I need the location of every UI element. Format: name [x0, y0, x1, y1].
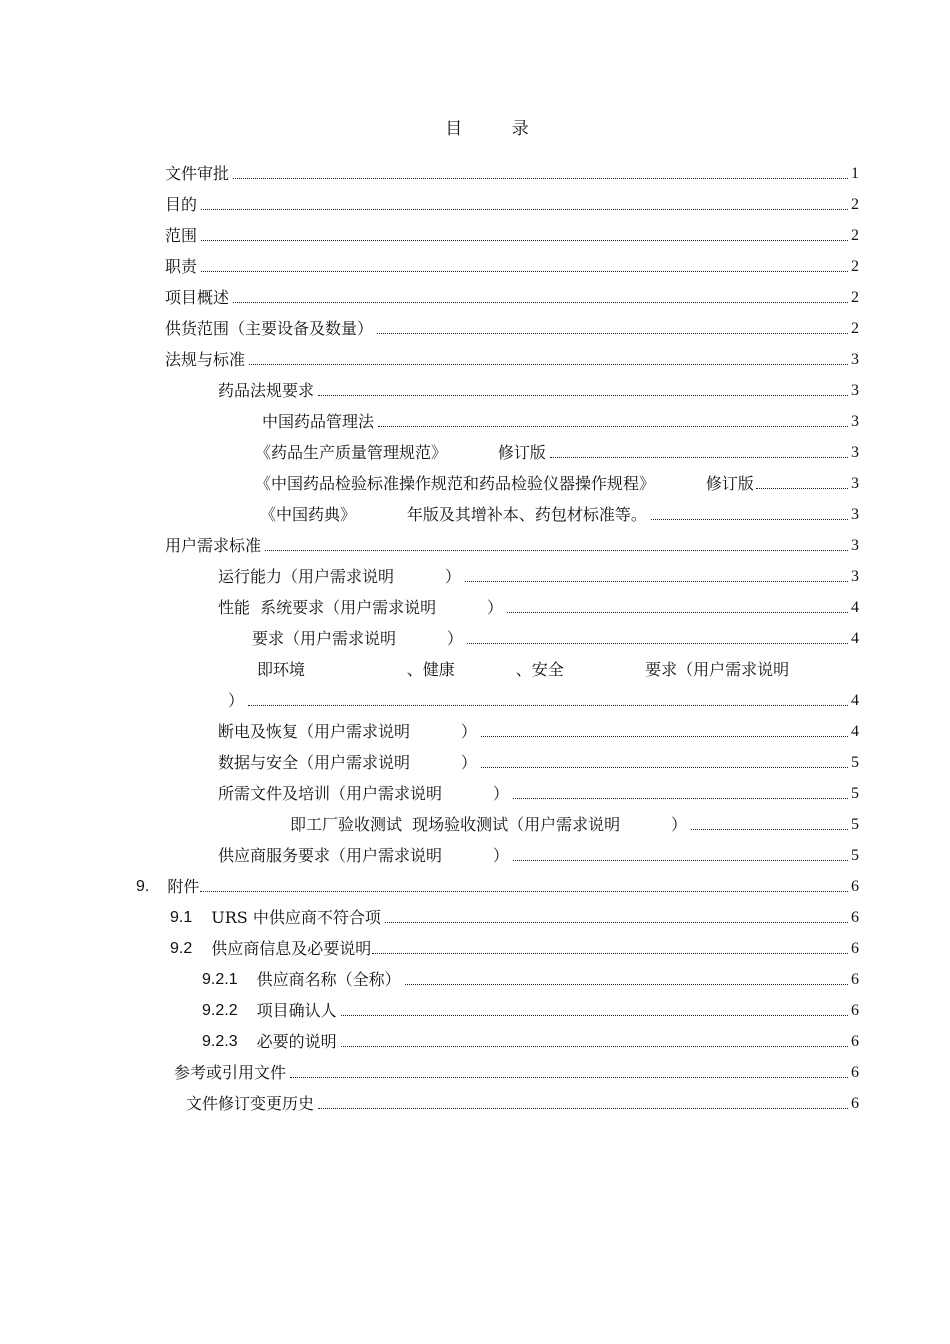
toc-entry-label: 法规与标准	[165, 350, 246, 369]
toc-entry-page: 6	[851, 1033, 859, 1050]
dot-leader	[372, 953, 848, 954]
toc-entry-power-recovery[interactable]	[218, 721, 859, 743]
dot-leader	[341, 1046, 848, 1047]
toc-entry-number: 9.2	[170, 940, 193, 957]
toc-entry-page: 6	[851, 1002, 859, 1019]
toc-entry-vendor-info[interactable]	[170, 938, 859, 960]
toc-entry-number: 9.1	[170, 909, 193, 926]
toc-entry-page: 3	[851, 382, 859, 399]
toc-entry-page: 3	[851, 413, 859, 430]
toc-entry-label: 中国药品管理法	[262, 412, 375, 431]
toc-entry-label: 用户需求标准	[165, 536, 262, 555]
toc-entry-number: 9.2.3	[202, 1033, 238, 1050]
toc-entry-project-confirmer[interactable]	[202, 1000, 859, 1022]
toc-entry-page: 6	[851, 909, 859, 926]
toc-entry-user-requirements[interactable]	[165, 535, 859, 557]
toc-entry-page: 4	[851, 723, 859, 740]
dot-leader	[233, 302, 848, 303]
toc-entry-label: 职责	[165, 257, 198, 276]
toc-entry-label: 必要的说明	[256, 1032, 337, 1051]
toc-entry-responsibilities[interactable]	[165, 256, 859, 278]
dot-leader	[651, 519, 848, 520]
dot-leader	[318, 395, 848, 396]
toc-entry-regulations[interactable]	[165, 349, 859, 371]
toc-entry-page: 3	[851, 475, 859, 492]
dot-leader	[341, 1015, 848, 1016]
toc-entry-number: 9.	[136, 878, 150, 895]
toc-entry-label: 《药品生产质量管理规范》 修订版	[255, 443, 546, 462]
toc-entry-page: 3	[851, 506, 859, 523]
dot-leader	[318, 1108, 848, 1109]
toc-entry-vendor-name[interactable]	[202, 969, 859, 991]
toc-entry-page: 6	[851, 1064, 859, 1081]
dot-leader	[201, 209, 848, 210]
toc-entry-label: 数据与安全（用户需求说明 ）	[218, 753, 477, 772]
toc-entry-purpose[interactable]	[165, 194, 859, 216]
toc-entry-label: 供货范围（主要设备及数量）	[165, 319, 374, 338]
toc-entry-pharmacopoeia[interactable]	[260, 504, 859, 526]
toc-entry-label: 要求（用户需求说明 ）	[252, 629, 463, 648]
toc-entry-page: 4	[851, 692, 859, 709]
dot-leader	[756, 488, 848, 489]
dot-leader	[377, 333, 848, 334]
toc-entry-fat-sat[interactable]	[290, 814, 859, 836]
toc-entry-label: 目的	[165, 195, 198, 214]
toc-entry-data-security[interactable]	[218, 752, 859, 774]
toc-entry-page: 1	[851, 165, 859, 182]
toc-entry-necessary-notes[interactable]	[202, 1031, 859, 1053]
toc-entry-ehs-line2[interactable]	[228, 690, 859, 712]
toc-entry-page: 6	[851, 971, 859, 988]
toc-entry-page: 3	[851, 444, 859, 461]
toc-entry-documents-training[interactable]	[218, 783, 859, 805]
toc-entry-label: 所需文件及培训（用户需求说明 ）	[218, 784, 509, 803]
toc-entry-revision-history[interactable]	[186, 1093, 859, 1115]
toc-entry-page: 3	[851, 537, 859, 554]
toc-entry-page: 4	[851, 599, 859, 616]
toc-entry-label: 附件	[167, 877, 200, 896]
toc-entry-page: 2	[851, 320, 859, 337]
toc-entry-number: 9.2.2	[202, 1002, 238, 1019]
toc-entry-vendor-service[interactable]	[218, 845, 859, 867]
toc-entry-references[interactable]	[174, 1062, 859, 1084]
toc-entry-performance-system[interactable]	[218, 597, 859, 619]
dot-leader	[249, 364, 848, 365]
dot-leader	[550, 457, 848, 458]
toc-entry-project-overview[interactable]	[165, 287, 859, 309]
toc-entry-page: 6	[851, 1095, 859, 1112]
dot-leader	[200, 891, 848, 892]
dot-leader	[513, 860, 848, 861]
toc-entry-label: 项目确认人	[256, 1001, 337, 1020]
toc-entry-ehs-line1[interactable]: 即环境 、健康 、安全 要求（用户需求说明	[257, 660, 790, 679]
dot-leader	[265, 550, 848, 551]
toc-entry-label: URS 中供应商不符合项	[211, 908, 381, 927]
toc-entry-label: ）	[228, 691, 245, 710]
toc-entry-scope[interactable]	[165, 225, 859, 247]
toc-entry-drug-admin-law[interactable]	[262, 411, 859, 433]
toc-entry-page: 2	[851, 227, 859, 244]
toc-entry-label: 范围	[165, 226, 198, 245]
toc-entry-label: 性能 系统要求（用户需求说明 ）	[218, 598, 504, 617]
toc-entry-label: 文件审批	[165, 164, 230, 183]
dot-leader	[481, 767, 848, 768]
toc-entry-operational-capability[interactable]	[218, 566, 859, 588]
toc-entry-label: 文件修订变更历史	[186, 1094, 315, 1113]
toc-entry-label: 运行能力（用户需求说明 ）	[218, 567, 461, 586]
toc-entry-label: 即工厂验收测试 现场验收测试（用户需求说明 ）	[290, 815, 688, 834]
toc-entry-label: 《中国药品检验标准操作规范和药品检验仪器操作规程》 修订版	[255, 474, 754, 493]
toc-entry-label: 供应商信息及必要说明	[211, 939, 372, 958]
dot-leader	[233, 178, 848, 179]
toc-entry-gmp[interactable]	[255, 442, 859, 464]
toc-entry-drug-regulations[interactable]	[218, 380, 859, 402]
toc-entry-number: 9.2.1	[202, 971, 238, 988]
dot-leader	[507, 612, 848, 613]
toc-entry-label: 《中国药典》 年版及其增补本、药包材标准等。	[260, 505, 647, 524]
toc-entry-drug-testing-sop[interactable]	[255, 473, 859, 495]
dot-leader	[385, 922, 848, 923]
toc-entry-page: 5	[851, 847, 859, 864]
toc-entry-page: 2	[851, 258, 859, 275]
toc-entry-document-approval[interactable]	[165, 163, 859, 185]
dot-leader	[201, 271, 848, 272]
toc-entry-page: 5	[851, 754, 859, 771]
toc-entry-page: 6	[851, 878, 859, 895]
toc-entry-page: 2	[851, 289, 859, 306]
toc-entry-page: 5	[851, 785, 859, 802]
toc-entry-page: 4	[851, 630, 859, 647]
toc-entry-label: 项目概述	[165, 288, 230, 307]
dot-leader	[378, 426, 848, 427]
dot-leader	[691, 829, 848, 830]
toc-entry-urs-nonconformance[interactable]	[170, 907, 859, 929]
toc-entry-label: 药品法规要求	[218, 381, 315, 400]
toc-entry-page: 6	[851, 940, 859, 957]
toc-entry-supply-scope[interactable]	[165, 318, 859, 340]
dot-leader	[467, 643, 848, 644]
toc-entry-page: 3	[851, 351, 859, 368]
dot-leader	[465, 581, 848, 582]
toc-entry-label: 供应商服务要求（用户需求说明 ）	[218, 846, 509, 865]
dot-leader	[405, 984, 848, 985]
toc-entry-label: 断电及恢复（用户需求说明 ）	[218, 722, 477, 741]
toc-entry-page: 5	[851, 816, 859, 833]
dot-leader	[290, 1077, 848, 1078]
dot-leader	[513, 798, 848, 799]
toc-entry-attachments[interactable]	[136, 876, 859, 898]
dot-leader	[481, 736, 848, 737]
toc-entry-label: 供应商名称（全称）	[256, 970, 401, 989]
toc-title: 目 录	[445, 119, 551, 139]
toc-entry-page: 2	[851, 196, 859, 213]
dot-leader	[201, 240, 848, 241]
dot-leader	[248, 705, 848, 706]
toc-entry-requirements[interactable]	[252, 628, 859, 650]
toc-entry-page: 3	[851, 568, 859, 585]
toc-entry-label: 参考或引用文件	[174, 1063, 287, 1082]
